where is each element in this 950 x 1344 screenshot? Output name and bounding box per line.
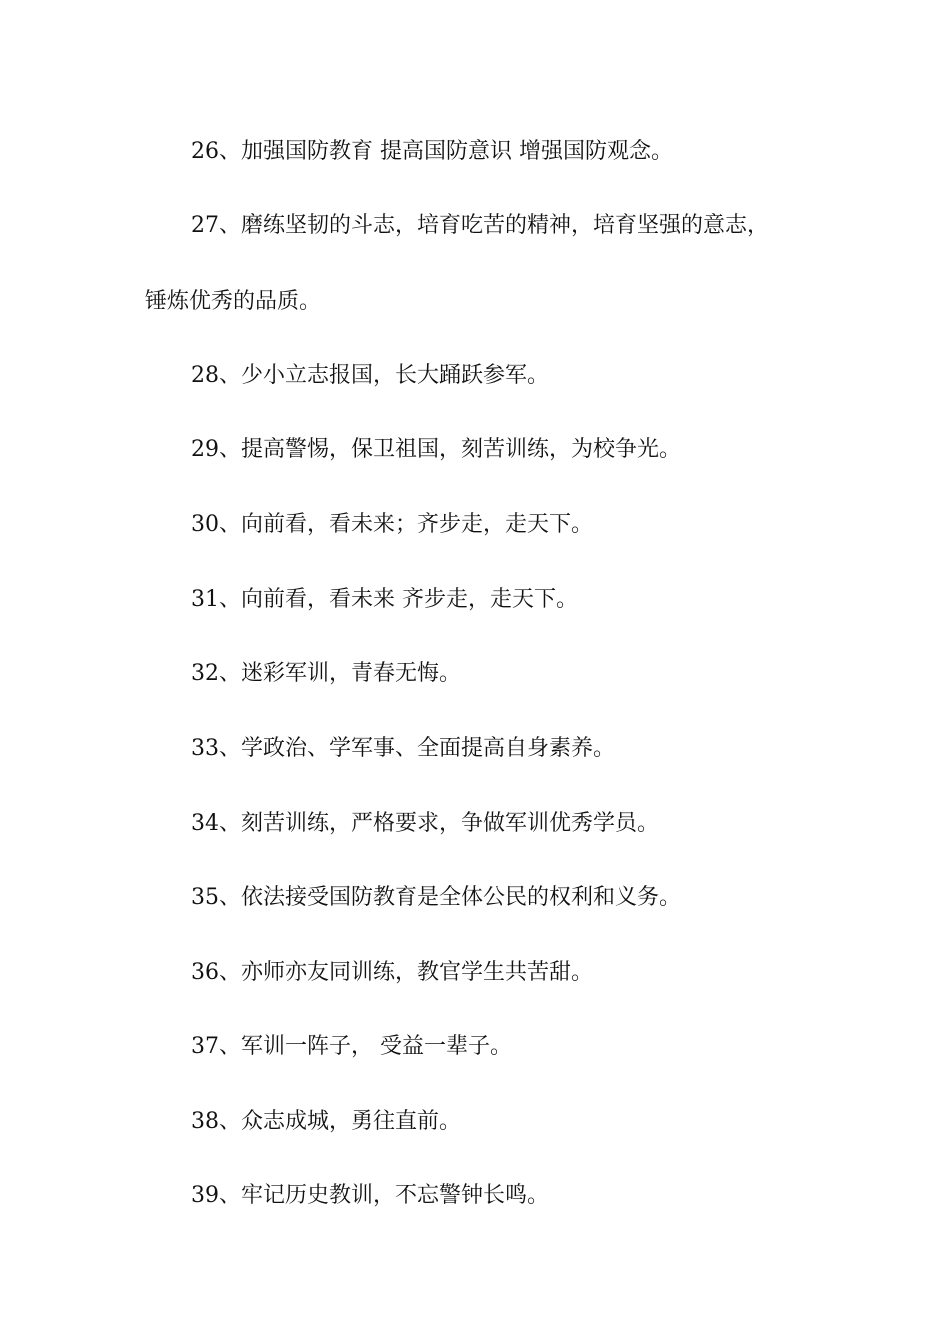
slogan-32: 32、迷彩军训，青春无悔。 bbox=[191, 661, 461, 686]
slogan-34: 34、刻苦训练，严格要求，争做军训优秀学员。 bbox=[191, 811, 659, 836]
slogan-35: 35、依法接受国防教育是全体公民的权利和义务。 bbox=[191, 885, 681, 910]
slogan-36: 36、亦师亦友同训练，教官学生共苦甜。 bbox=[191, 960, 593, 985]
slogan-27-continuation: 锤炼优秀的品质。 bbox=[145, 289, 322, 314]
slogan-39: 39、牢记历史教训，不忘警钟长鸣。 bbox=[191, 1183, 549, 1208]
slogan-26: 26、加强国防教育 提高国防意识 增强国防观念。 bbox=[191, 139, 673, 164]
slogan-31: 31、向前看，看未来 齐步走，走天下。 bbox=[191, 587, 578, 612]
slogan-30: 30、向前看，看未来；齐步走，走天下。 bbox=[191, 512, 593, 537]
slogan-37: 37、军训一阵子， 受益一辈子。 bbox=[191, 1034, 512, 1059]
slogan-29: 29、提高警惕，保卫祖国，刻苦训练，为校争光。 bbox=[191, 437, 681, 462]
slogan-38: 38、众志成城，勇往直前。 bbox=[191, 1109, 461, 1134]
slogan-33: 33、学政治、学军事、全面提高自身素养。 bbox=[191, 736, 615, 761]
slogan-27: 27、磨练坚韧的斗志，培育吃苦的精神，培育坚强的意志， bbox=[191, 213, 769, 238]
slogan-28: 28、少小立志报国，长大踊跃参军。 bbox=[191, 363, 549, 388]
